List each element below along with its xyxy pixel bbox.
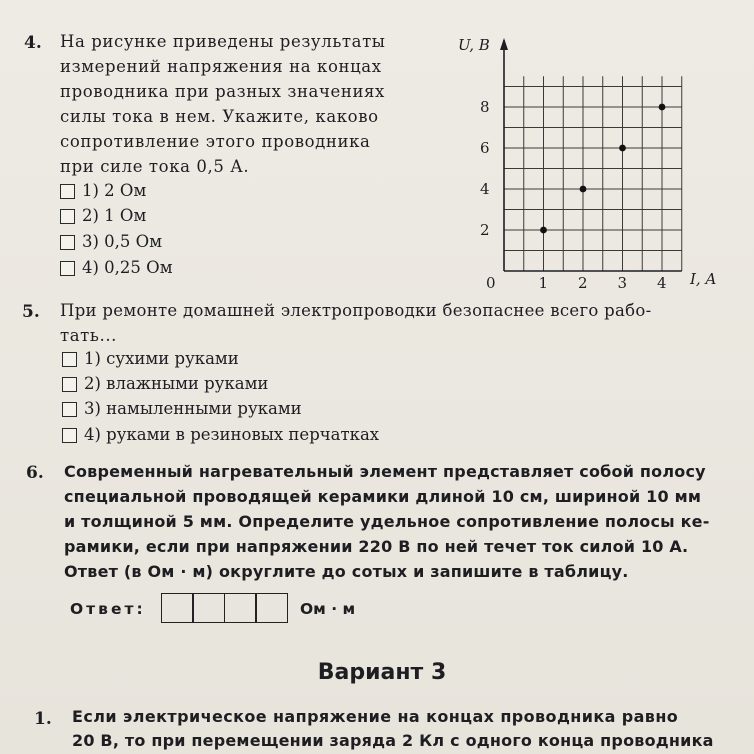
y-axis-label: U, B — [458, 36, 490, 54]
question-4-line: при силе тока 0,5 А. — [60, 157, 250, 176]
question-4-line: проводника при разных значениях — [60, 82, 385, 101]
question-5-option-2[interactable] — [62, 376, 268, 393]
graph-axes — [500, 38, 682, 271]
data-point — [659, 104, 666, 111]
answer-label: Ответ: — [70, 600, 146, 618]
question-4-option-4[interactable] — [60, 260, 173, 277]
question-5-line: При ремонте домашней электропроводки безопаснее всего рабо- — [60, 301, 652, 320]
x-tick-label: 2 — [578, 274, 588, 292]
option-label: 2) влажными руками — [84, 374, 269, 393]
question-6-line: Современный нагревательный элемент представляет собой полосу — [64, 462, 706, 481]
data-point — [580, 186, 587, 193]
answer-checkbox[interactable] — [60, 209, 75, 224]
y-tick-label: 4 — [480, 180, 490, 198]
data-point — [619, 145, 626, 152]
question-1-line: 20 В, то при перемещении заряда 2 Кл с одного конца проводника — [72, 731, 714, 750]
question-4-option-3[interactable] — [60, 234, 162, 251]
graph-grid — [504, 76, 682, 271]
answer-digit-box[interactable] — [161, 593, 194, 623]
question-4-line: сопротивление этого проводника — [60, 132, 371, 151]
x-tick-label: 4 — [657, 274, 667, 292]
answer-unit: Ом · м — [300, 600, 356, 618]
question-5-option-3[interactable] — [62, 401, 302, 418]
question-5-option-1[interactable] — [62, 351, 239, 368]
answer-digit-box[interactable] — [255, 593, 288, 623]
option-label: 4) руками в резиновых перчатках — [84, 425, 380, 444]
option-label: 4) 0,25 Ом — [82, 258, 173, 277]
question-6-line: рамики, если при напряжении 220 В по ней течет ток силой 10 А. — [64, 537, 689, 556]
x-tick-label: 1 — [538, 274, 549, 292]
answer-checkbox[interactable] — [62, 352, 77, 367]
voltage-current-graph — [458, 30, 718, 295]
question-6-line: Ответ (в Ом · м) округлите до сотых и запишите в таблицу. — [64, 562, 629, 581]
answer-checkbox[interactable] — [62, 428, 77, 443]
question-1-line: Если электрическое напряжение на концах проводника равно — [72, 707, 679, 726]
data-point — [540, 227, 547, 234]
y-axis-arrow — [500, 38, 508, 50]
answer-checkbox[interactable] — [60, 184, 75, 199]
answer-checkbox[interactable] — [62, 402, 77, 417]
question-6-line: специальной проводящей керамики длиной 10 см, шириной 10 мм — [64, 487, 702, 506]
y-tick-label: 8 — [480, 98, 490, 116]
question-5-number: 5. — [22, 302, 40, 322]
question-5-option-4[interactable] — [62, 427, 379, 444]
y-tick-label: 2 — [480, 221, 490, 239]
option-label: 3) намыленными руками — [84, 399, 302, 418]
answer-digit-box[interactable] — [192, 593, 225, 623]
x-tick-label: 3 — [617, 274, 628, 292]
option-label: 1) 2 Ом — [82, 181, 147, 200]
y-tick-label: 6 — [480, 139, 490, 157]
variant-title: Вариант 3 — [317, 660, 447, 685]
question-6-line: и толщиной 5 мм. Определите удельное сопротивление полосы ке- — [64, 512, 710, 531]
question-1-number: 1. — [34, 709, 52, 729]
answer-checkbox[interactable] — [62, 377, 77, 392]
question-4-line: силы тока в нем. Укажите, каково — [60, 107, 379, 126]
question-4-option-1[interactable] — [60, 183, 146, 200]
question-4-line: измерений напряжения на концах — [60, 57, 382, 76]
question-4-number: 4. — [24, 33, 42, 53]
question-5-line: тать... — [60, 326, 118, 345]
answer-checkbox[interactable] — [60, 261, 75, 276]
x-axis-label: I, A — [690, 270, 717, 288]
x-tick-label: 0 — [486, 274, 496, 292]
answer-digit-box[interactable] — [224, 593, 257, 623]
answer-checkbox[interactable] — [60, 235, 75, 250]
question-6-number: 6. — [26, 463, 44, 483]
question-4-line: На рисунке приведены результаты — [60, 32, 386, 51]
question-4-option-2[interactable] — [60, 208, 146, 225]
option-label: 2) 1 Ом — [82, 206, 147, 225]
option-label: 1) сухими руками — [84, 349, 239, 368]
answer-input-boxes[interactable] — [162, 593, 288, 623]
option-label: 3) 0,5 Ом — [82, 232, 163, 251]
